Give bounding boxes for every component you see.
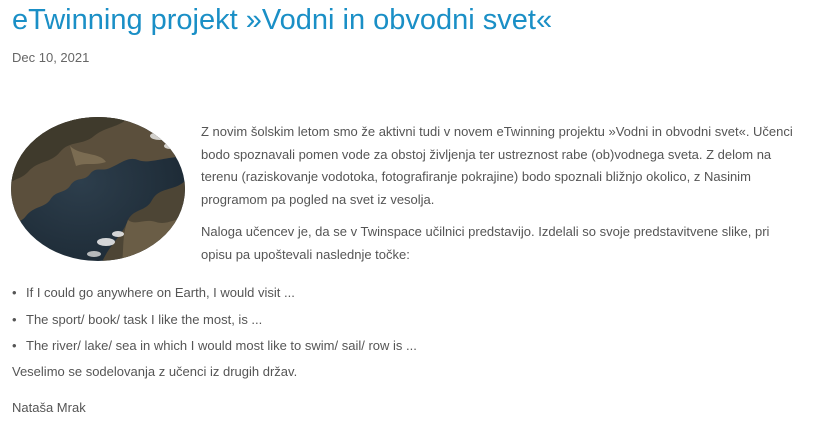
intro-paragraph: Z novim šolskim letom smo že aktivni tudi v novem eTwinning projektu »Vodni in obvodni svet«. Učenci bodo spoznavali pomen vode za obstoj življenja ter ustreznost rabe (ob)vodnega sveta. Z delom na terenu (raziskovanje vodotoka, fotografiranje pokrajine) bodo spoznali bližnjo okolico, z Nasinim programom pa pogled na svet iz vesolja. <box>201 124 793 207</box>
post-title[interactable]: eTwinning projekt »Vodni in obvodni svet« <box>12 4 553 36</box>
list-item: • If I could go anywhere on Earth, I would visit ... <box>12 282 417 309</box>
closing-text: Veselimo se sodelovanja z učenci iz drugih držav. <box>12 364 298 379</box>
task-paragraph: Naloga učencev je, da se v Twinspace učilnici predstavijo. Izdelali so svoje predstavitvene slike, pri opisu pa upoštevali naslednje točke: <box>201 224 770 262</box>
post-date: Dec 10, 2021 <box>12 50 90 65</box>
bullet-icon: • <box>12 311 17 327</box>
satellite-image <box>10 116 186 262</box>
bullet-list <box>12 282 417 362</box>
bullet-icon: • <box>12 338 17 353</box>
list-item: • The sport/ book/ task I like the most, is ... <box>12 309 417 336</box>
author-name: Nataša Mrak <box>12 400 86 415</box>
list-item: • The river/ lake/ sea in which I would most like to swim/ sail/ row is ... <box>12 335 417 362</box>
bullet-icon: • <box>12 285 17 300</box>
